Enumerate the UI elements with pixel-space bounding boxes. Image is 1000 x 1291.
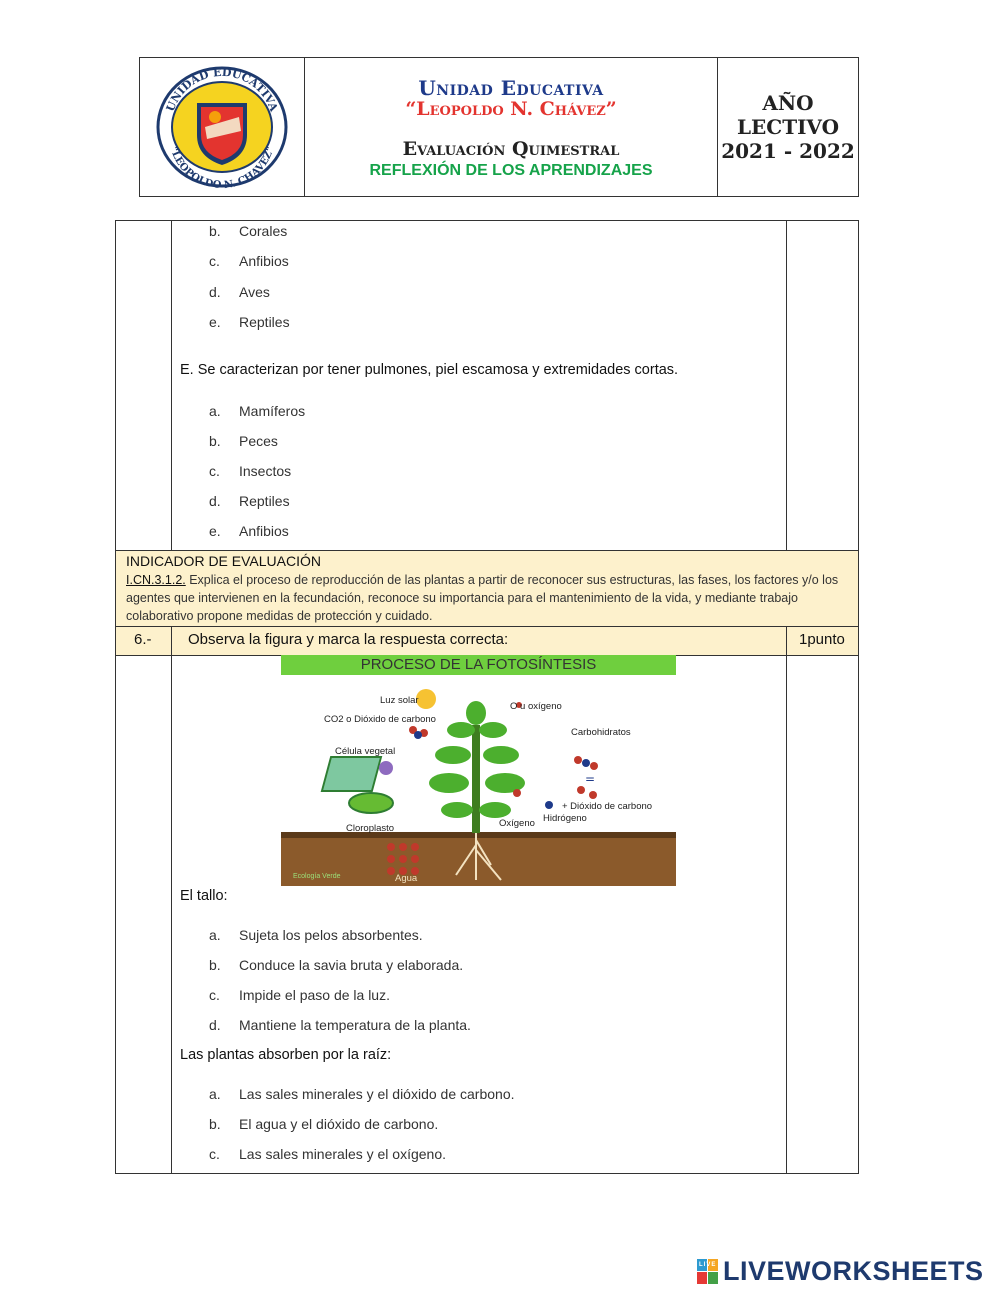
col-divider — [171, 626, 172, 1174]
question-table — [115, 220, 859, 1174]
year-label-1: AÑO — [762, 91, 814, 115]
option-letter: e. — [209, 523, 221, 539]
option-letter: b. — [209, 433, 221, 449]
live-badge-text: LIVE — [699, 1262, 717, 1268]
option-letter: c. — [209, 463, 220, 479]
option-letter: d. — [209, 284, 221, 300]
indicator-description — [126, 571, 851, 625]
option-text: Conduce la savia bruta y elaborada. — [239, 957, 464, 973]
option-letter: c. — [209, 987, 220, 1003]
option-letter: a. — [209, 1086, 221, 1102]
option-text: Aves — [239, 284, 270, 300]
option-letter: d. — [209, 1017, 221, 1033]
liveworksheets-logo[interactable] — [697, 1256, 984, 1287]
option-text: Anfibios — [239, 253, 289, 269]
subquestion-root: Las plantas absorben por la raíz: — [180, 1047, 392, 1063]
option-letter: b. — [209, 223, 221, 239]
option-letter: b. — [209, 957, 221, 973]
option-text: Las sales minerales y el dióxido de carbono. — [239, 1086, 515, 1102]
option-letter: e. — [209, 314, 221, 330]
row-divider — [116, 550, 858, 551]
photosynthesis-figure — [281, 655, 676, 886]
logo-text-top: UNIDAD EDUCATIVA — [163, 65, 281, 114]
photosynthesis-illustration — [281, 675, 676, 886]
school-year-cell — [718, 58, 858, 196]
year-value: 2021 - 2022 — [721, 139, 855, 163]
option-text: Las sales minerales y el oxígeno. — [239, 1146, 446, 1162]
option-letter: a. — [209, 403, 221, 419]
option-text: Insectos — [239, 463, 292, 479]
option-letter: c. — [209, 1146, 220, 1162]
label-oxygen: Oxígeno — [499, 818, 535, 829]
indicator-code: I.CN.3.1.2. — [126, 573, 186, 587]
question-points: 1punto — [799, 631, 845, 648]
header-table — [139, 57, 859, 197]
option-letter: d. — [209, 493, 221, 509]
option-text: El agua y el dióxido de carbono. — [239, 1116, 439, 1132]
figure-brand: Ecología Verde — [293, 873, 341, 880]
label-hydrogen: Hidrógeno — [543, 813, 587, 824]
indicator-title: INDICADOR DE EVALUACIÓN — [126, 553, 321, 569]
label-carbs: Carbohidratos — [571, 727, 631, 738]
option-text: Reptiles — [239, 314, 290, 330]
col-divider — [786, 626, 787, 1174]
option-text: Reptiles — [239, 493, 290, 509]
reflection-subtitle: REFLEXIÓN DE LOS APRENDIZAJES — [369, 162, 653, 179]
label-sun: Luz solar — [380, 695, 419, 706]
indicator-body: Explica el proceso de reproducción de las plantas a partir de reconocer sus estructuras, las fases, los factores y/o los agentes que intervienen en la fecundación, reconoce su importancia para el mantenimiento de la vida, y mediante trabajo colaborativo propone medidas de protección y cuidado. — [126, 573, 839, 623]
option-text: Mantiene la temperatura de la planta. — [239, 1017, 471, 1033]
option-text: Sujeta los pelos absorbentes. — [239, 927, 423, 943]
svg-text:=: = — [585, 772, 596, 786]
option-text: Corales — [239, 223, 288, 239]
question-instruction: Observa la figura y marca la respuesta correcta: — [188, 631, 509, 648]
year-label-2: LECTIVO — [736, 115, 840, 139]
logo-text-bottom: "LEOPOLDO N. CHAVEZ" — [167, 145, 277, 189]
col-divider — [171, 221, 172, 550]
question-number: 6.- — [134, 631, 152, 648]
figure-title: PROCESO DE LA FOTOSÍNTESIS — [360, 656, 597, 673]
label-water: Agua — [395, 873, 418, 884]
option-letter: b. — [209, 1116, 221, 1132]
col-divider — [786, 221, 787, 550]
label-chloroplast: Cloroplasto — [346, 823, 395, 834]
option-letter: c. — [209, 253, 220, 269]
liveworksheets-brand: LIVEWORKSHEETS — [723, 1256, 984, 1286]
option-letter: a. — [209, 927, 221, 943]
row-divider — [116, 626, 858, 627]
question-e-text: E. Se caracterizan por tener pulmones, piel escamosa y extremidades cortas. — [180, 362, 679, 378]
school-crest-icon — [155, 65, 289, 189]
option-text: Anfibios — [239, 523, 289, 539]
school-name-line1: Unidad Educativa — [418, 76, 604, 100]
school-title-cell — [305, 58, 718, 196]
subquestion-stem: El tallo: — [180, 888, 228, 904]
option-text: Mamíferos — [239, 403, 306, 419]
label-o2: O u oxígeno — [510, 701, 562, 712]
label-cell: Célula vegetal — [335, 746, 396, 757]
option-text: Peces — [239, 433, 278, 449]
option-text: Impide el paso de la luz. — [239, 987, 390, 1003]
school-name-line2: “Leopoldo N. Chávez” — [405, 98, 617, 120]
label-co2: CO2 o Dióxido de carbono — [324, 714, 436, 725]
school-logo-cell — [140, 58, 305, 196]
label-co2-product: + Dióxido de carbono — [562, 801, 653, 812]
evaluation-title: Evaluación Quimestral — [402, 138, 620, 160]
